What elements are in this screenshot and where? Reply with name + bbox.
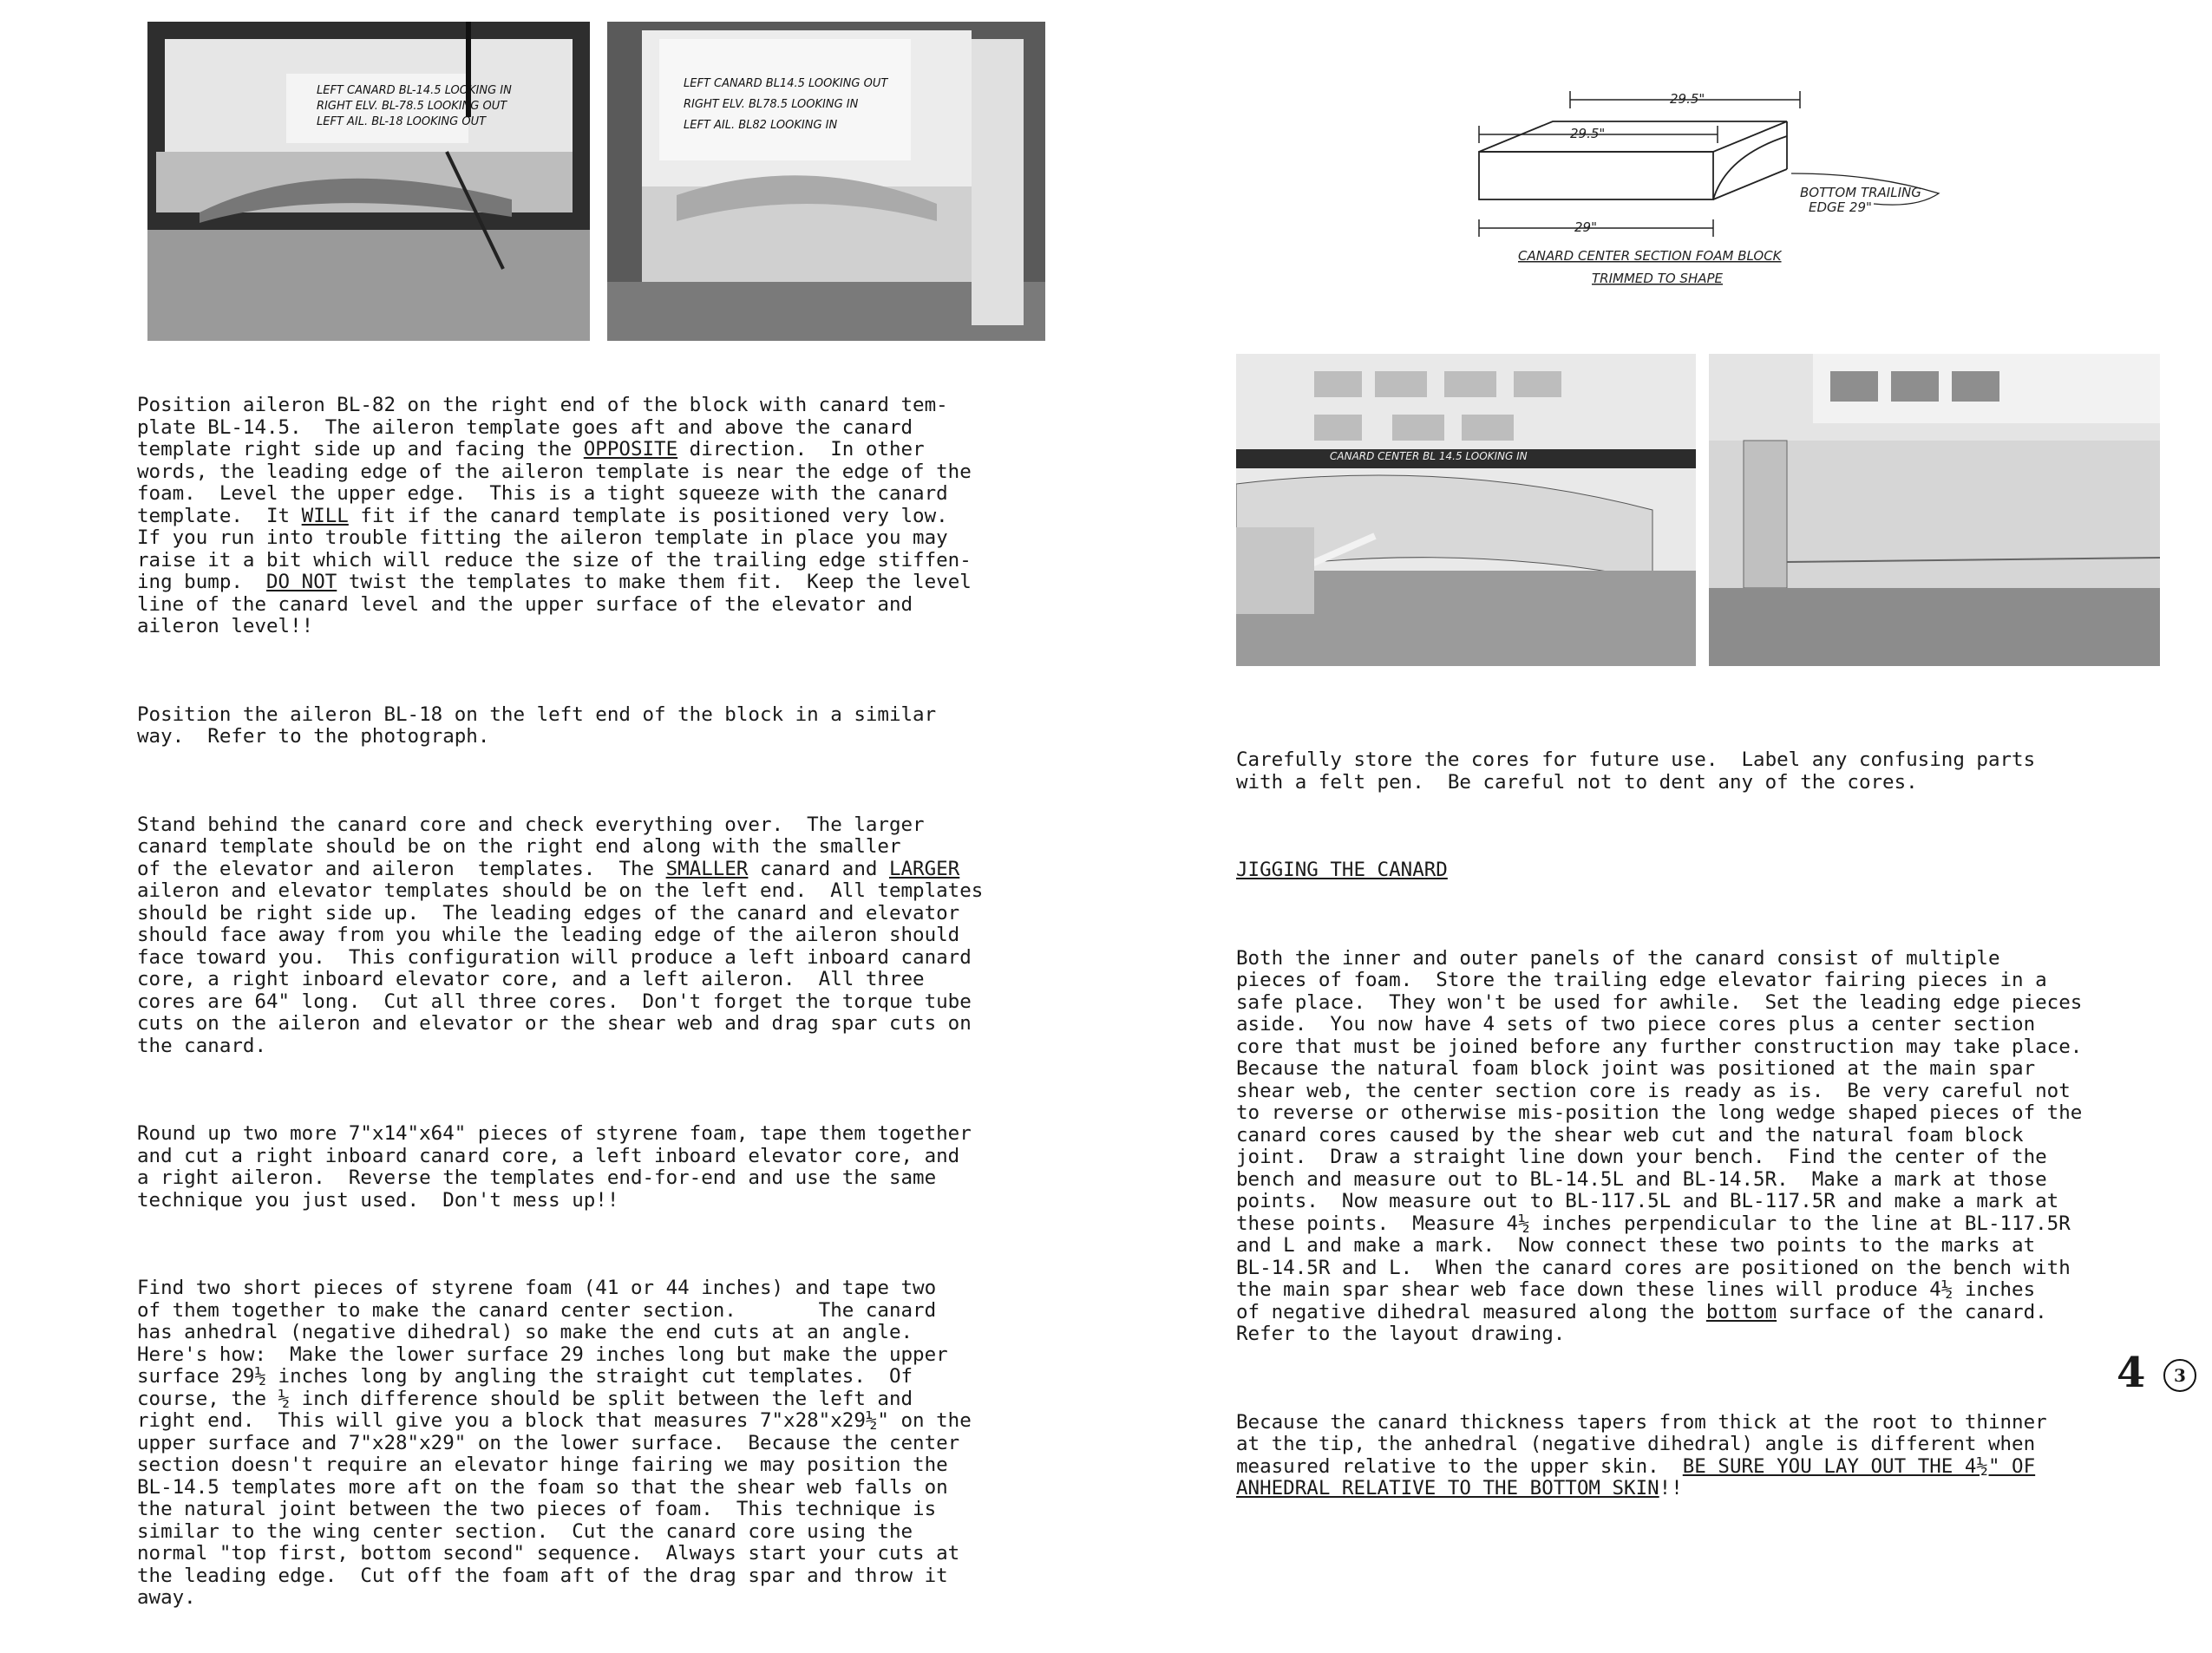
- drawing-caption-line1: CANARD CENTER SECTION FOAM BLOCK: [1518, 248, 1782, 264]
- paragraph-anhedral: Because the canard thickness tapers from thick at the root to thinner at the tip, the anhedral (negative dihedral) angle is different when measured relative to the upper skin. BE SURE YOU LAY OUT THE 4½" OF ANHEDRAL RELATIVE TO THE BOTTOM SKIN!!: [1236, 1410, 2047, 1499]
- section-heading-jigging: JIGGING THE CANARD: [1236, 859, 1448, 881]
- canard-photo-label: CANARD CENTER BL 14.5 LOOKING IN: [1330, 450, 1528, 462]
- paragraph-aileron-position: Position aileron BL-82 on the right end of the block with canard tem- plate BL-14.5. The aileron template goes aft and above the canard template right side up and facing the OPPOSITE direction. In other words, the leading edge of the aileron template is near the edge of the foam. Level the upper edge. This is a tight squeeze with the canard template. It WILL fit if the canard template is positioned very low. If you run into trouble fitting the aileron template in place you may raise it a bit which will reduce the size of the trailing edge stiffen- ing bump. DO NOT twist the templates to make them fit. Keep the level line of the canard level and the upper surface of the elevator and aileron level!!: [137, 394, 972, 637]
- paragraph-store-cores: Carefully store the cores for future use. Label any confusing parts with a felt pen. Be careful not to dent any of the cores.: [1236, 748, 2036, 794]
- template-label: LEFT AIL. BL-18 LOOKING OUT: [317, 115, 487, 128]
- template-label: LEFT CANARD BL14.5 LOOKING OUT: [684, 77, 888, 90]
- emphasis: DO NOT: [266, 571, 337, 593]
- emphasis: WILL: [301, 504, 349, 527]
- emphasis: LARGER: [888, 857, 960, 880]
- photo-templates-left: [147, 22, 590, 341]
- paragraph-aileron-left: Position the aileron BL-18 on the left end of the block in a similar way. Refer to the photograph.: [137, 702, 937, 748]
- left-text-column: [137, 350, 983, 1653]
- emphasis: OPPOSITE: [583, 438, 678, 461]
- foam-block-drawing-graphic: [1466, 82, 1952, 299]
- template-label: LEFT AIL. BL82 LOOKING IN: [684, 119, 838, 132]
- paragraph-check-templates: Stand behind the canard core and check everything over. The larger canard template should be on the right end along with the smaller of the elevator and aileron templates. The SMALLER canard and LARGER aileron and elevator templates should be on the left end. All templates should be right side up. The leading edges of the canard and elevator should face away from you while the leading edge of the aileron should face toward you. This configuration will produce a left inboard canard core, a right inboard elevator core, and a left aileron. All three cores are 64" long. Cut all three cores. Don't forget the torque tube cuts on the aileron and elevator or the shear web and drag spar cuts on the canard.: [137, 813, 984, 1057]
- template-label: RIGHT ELV. BL-78.5 LOOKING OUT: [317, 100, 507, 113]
- paragraph-center-section: Find two short pieces of styrene foam (41 or 44 inches) and tape two of them together to make the canard center section. The canard has anhedral (negative dihedral) so make the end cuts at an angle. Here's how: Make the lower surface 29 inches long but make the upper surface 29½ inches long by angling the straight cut templates. Of course, the ½ inch difference should be split between the left and right end. This will give you a block that measures 7"x28"x29½" on the upper surface and 7"x28"x29" on the lower surface. Because the center section doesn't require an elevator hinge fairing we may position the BL-14.5 templates more aft on the foam so that the shear web falls on the natural joint between the two pieces of foam. This technique is similar to the wing center section. Cut the canard core using the normal "top first, bottom second" sequence. Always start your cuts at the leading edge. Cut off the foam aft of the drag spar and throw it away.: [137, 1277, 972, 1609]
- foam-block-drawing: [1466, 82, 1952, 299]
- photo-templates-right: [607, 22, 1045, 341]
- paragraph-more-foam: Round up two more 7"x14"x64" pieces of styrene foam, tape them together and cut a right inboard canard core, a left inboard elevator core, and a right aileron. Reverse the templates end-for-end and use the same technique you just used. Don't mess up!!: [137, 1122, 972, 1212]
- page-sub-number: 3: [2163, 1359, 2196, 1392]
- dim-bottom-text: 29": [1574, 219, 1597, 235]
- photo-templates-left-graphic: [147, 22, 590, 341]
- emphasis: BE SURE YOU LAY OUT THE 4½" OF ANHEDRAL RELATIVE TO THE BOTTOM SKIN: [1236, 1454, 2036, 1499]
- paragraph-canard-panels: Both the inner and outer panels of the canard consist of multiple pieces of foam. Store the trailing edge elevator fairing pieces in a safe place. They won't be used for awhile. Set the leading edge pieces aside. You now have 4 sets of two piece cores plus a center section core that must be joined before any further construction may take place. Because the natural foam block joint was positioned at the main spar shear web, the center section core is ready as is. Be very careful not to reverse or otherwise mis-position the long wedge shaped pieces of the canard cores caused by the shear web cut and the natural foam block joint. Draw a straight line down your bench. Find the center of the bench and measure out to BL-14.5L and BL-14.5R. Make a mark at those points. Now measure out to BL-117.5L and BL-117.5R and make a mark at these points. Measure 4½ inches perpendicular to the line at BL-117.5R and L and make a mark. Now connect these two points to the marks at BL-14.5R and L. When the canard cores are positioned on the bench with the main spar shear web face down these lines will produce 4½ inches of negative dihedral measured along the bottom surface of the canard. Refer to the layout drawing.: [1236, 946, 2083, 1345]
- emphasis: bottom: [1705, 1300, 1777, 1323]
- page-number: 4: [2117, 1349, 2146, 1397]
- right-text-column: [1236, 705, 2082, 1544]
- template-label: LEFT CANARD BL-14.5 LOOKING IN: [317, 84, 512, 97]
- photo-canard-bench: [1709, 354, 2160, 666]
- template-label: RIGHT ELV. BL78.5 LOOKING IN: [684, 98, 859, 111]
- photo-templates-right-graphic: [607, 22, 1045, 341]
- drawing-caption-line2: TRIMMED TO SHAPE: [1592, 271, 1724, 286]
- edge-note-line1: BOTTOM TRAILING: [1800, 185, 1921, 200]
- dim-mid-text: 29.5": [1570, 126, 1606, 141]
- photo-canard-bench-graphic: [1709, 354, 2160, 666]
- edge-note-line2: EDGE 29": [1809, 199, 1872, 215]
- photo-canard-center-graphic: [1236, 354, 1696, 666]
- emphasis: SMALLER: [665, 857, 749, 880]
- photo-canard-center: [1236, 354, 1696, 666]
- dim-top-text: 29.5": [1670, 91, 1705, 107]
